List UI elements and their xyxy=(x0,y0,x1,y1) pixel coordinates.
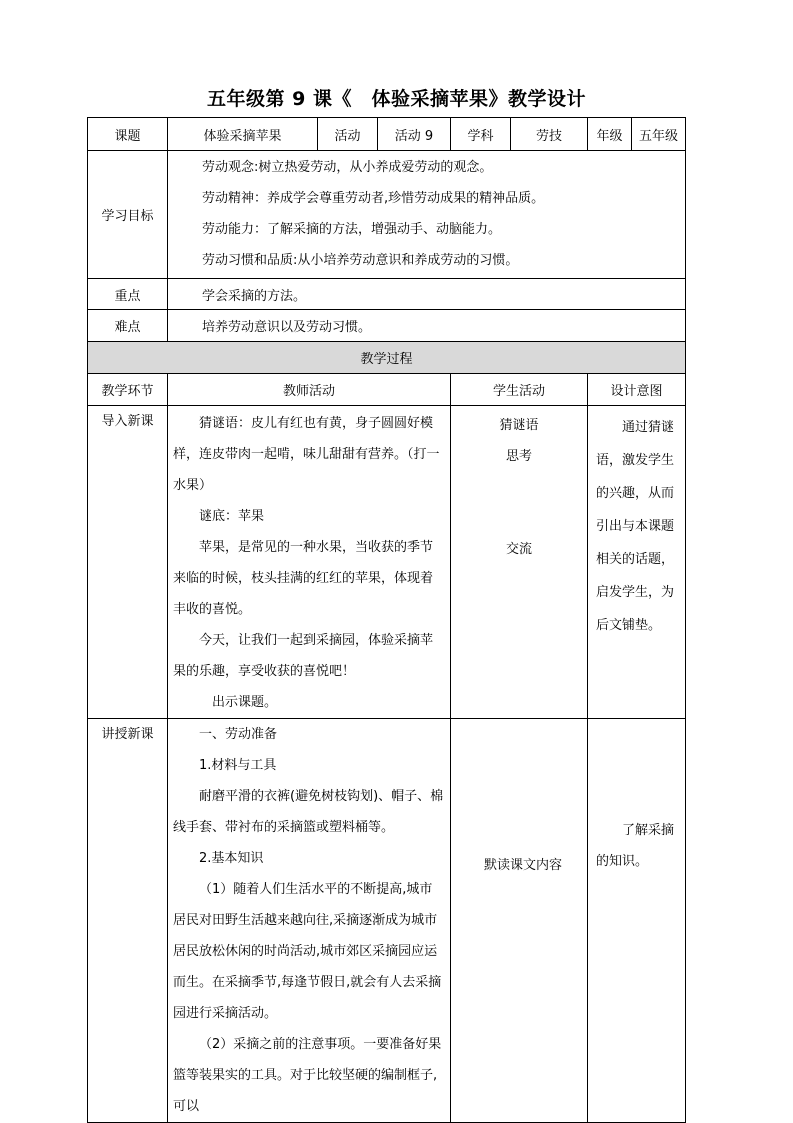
lecture-teacher-para: 一、劳动准备 xyxy=(199,727,278,742)
lecture-student-activity: 默读课文内容 xyxy=(451,719,588,1123)
goal-item: 劳动能力：了解采摘的方法，增强动手、动脑能力。 xyxy=(202,222,502,237)
intro-stage: 导入新课 xyxy=(88,406,168,719)
lecture-teacher-para: 2.基本知识 xyxy=(199,851,264,866)
col-header-stage: 教学环节 xyxy=(88,374,168,406)
activity-label: 活动 xyxy=(318,118,378,151)
process-header-row xyxy=(88,342,686,374)
goal-item: 劳动观念:树立热爱劳动，从小养成爱劳动的观念。 xyxy=(202,160,493,175)
key-point-value: 学会采摘的方法。 xyxy=(168,279,686,310)
intro-teacher-para: 出示课题。 xyxy=(212,695,278,710)
difficulty-row xyxy=(88,310,686,342)
key-point-label: 重点 xyxy=(88,279,168,310)
lecture-teacher-para: 1.材料与工具 xyxy=(199,758,277,773)
intro-teacher-para: 猜谜语：皮儿有红也有黄，身子圆圆好模样，连皮带肉一起啃，味儿甜甜有营养。（打一水果） xyxy=(173,416,440,493)
process-header: 教学过程 xyxy=(88,342,686,374)
subject-label: 学科 xyxy=(451,118,511,151)
intro-design-intent: 通过猜谜语，激发学生的兴趣，从而引出与本课题相关的话题，启发学生，为后文铺垫。 xyxy=(588,406,686,719)
lecture-design-intent: 了解采摘的知识。 xyxy=(588,719,686,1123)
goals-row xyxy=(88,151,686,279)
grade-value: 五年级 xyxy=(632,118,686,151)
lecture-stage: 讲授新课 xyxy=(88,719,168,1123)
intro-teacher-para: 今天，让我们一起到采摘园，体验采摘苹果的乐趣，享受收获的喜悦吧！ xyxy=(173,633,434,679)
lecture-teacher-activity xyxy=(168,719,451,1123)
lesson-value: 体验采摘苹果 xyxy=(168,118,318,151)
key-point-row xyxy=(88,279,686,310)
lecture-teacher-para: 耐磨平滑的衣裤(避免树枝钩划)、帽子、棉线手套、带衬布的采摘篮或塑料桶等。 xyxy=(173,789,444,835)
lecture-teacher-para: （2）采摘之前的注意事项。一要准备好果篮等装果实的工具。对于比较坚硬的编制框子,可以 xyxy=(173,1037,442,1114)
lecture-row xyxy=(88,719,686,1123)
difficulty-label: 难点 xyxy=(88,310,168,342)
page-title: 五年级第 9 课《 体验采摘苹果》教学设计 xyxy=(207,88,586,110)
intro-student-item: 猜谜语 xyxy=(499,418,539,433)
col-header-teacher: 教师活动 xyxy=(168,374,451,406)
subject-value: 劳技 xyxy=(511,118,588,151)
lecture-teacher-para: （1）随着人们生活水平的不断提高,城市居民对田野生活越来越向往,采摘逐渐成为城市居民放松休闲的时尚活动,城市郊区采摘园应运而生。在采摘季节,每逢节假日,就会有人去采摘园进行采摘活动。 xyxy=(173,882,442,1021)
lesson-plan-table xyxy=(87,117,686,1123)
info-row xyxy=(88,118,686,151)
col-header-design: 设计意图 xyxy=(588,374,686,406)
lesson-label: 课题 xyxy=(88,118,168,151)
intro-teacher-activity xyxy=(168,406,451,719)
intro-student-item: 思考 xyxy=(505,449,532,464)
goals-content xyxy=(168,151,686,279)
goal-item: 劳动习惯和品质:从小培养劳动意识和养成劳动的习惯。 xyxy=(202,253,519,268)
intro-row xyxy=(88,406,686,719)
intro-teacher-para: 谜底：苹果 xyxy=(199,509,265,524)
activity-value: 活动 9 xyxy=(378,118,451,151)
grade-label: 年级 xyxy=(588,118,632,151)
intro-teacher-para: 苹果，是常见的一种水果，当收获的季节来临的时候，枝头挂满的红红的苹果，体现着丰收的喜悦。 xyxy=(173,540,434,617)
intro-student-item: 交流 xyxy=(505,542,532,557)
goal-item: 劳动精神：养成学会尊重劳动者,珍惜劳动成果的精神品质。 xyxy=(202,191,545,206)
difficulty-value: 培养劳动意识以及劳动习惯。 xyxy=(168,310,686,342)
column-header-row xyxy=(88,374,686,406)
intro-student-activity xyxy=(451,406,588,719)
goals-label: 学习目标 xyxy=(88,151,168,279)
col-header-student: 学生活动 xyxy=(451,374,588,406)
